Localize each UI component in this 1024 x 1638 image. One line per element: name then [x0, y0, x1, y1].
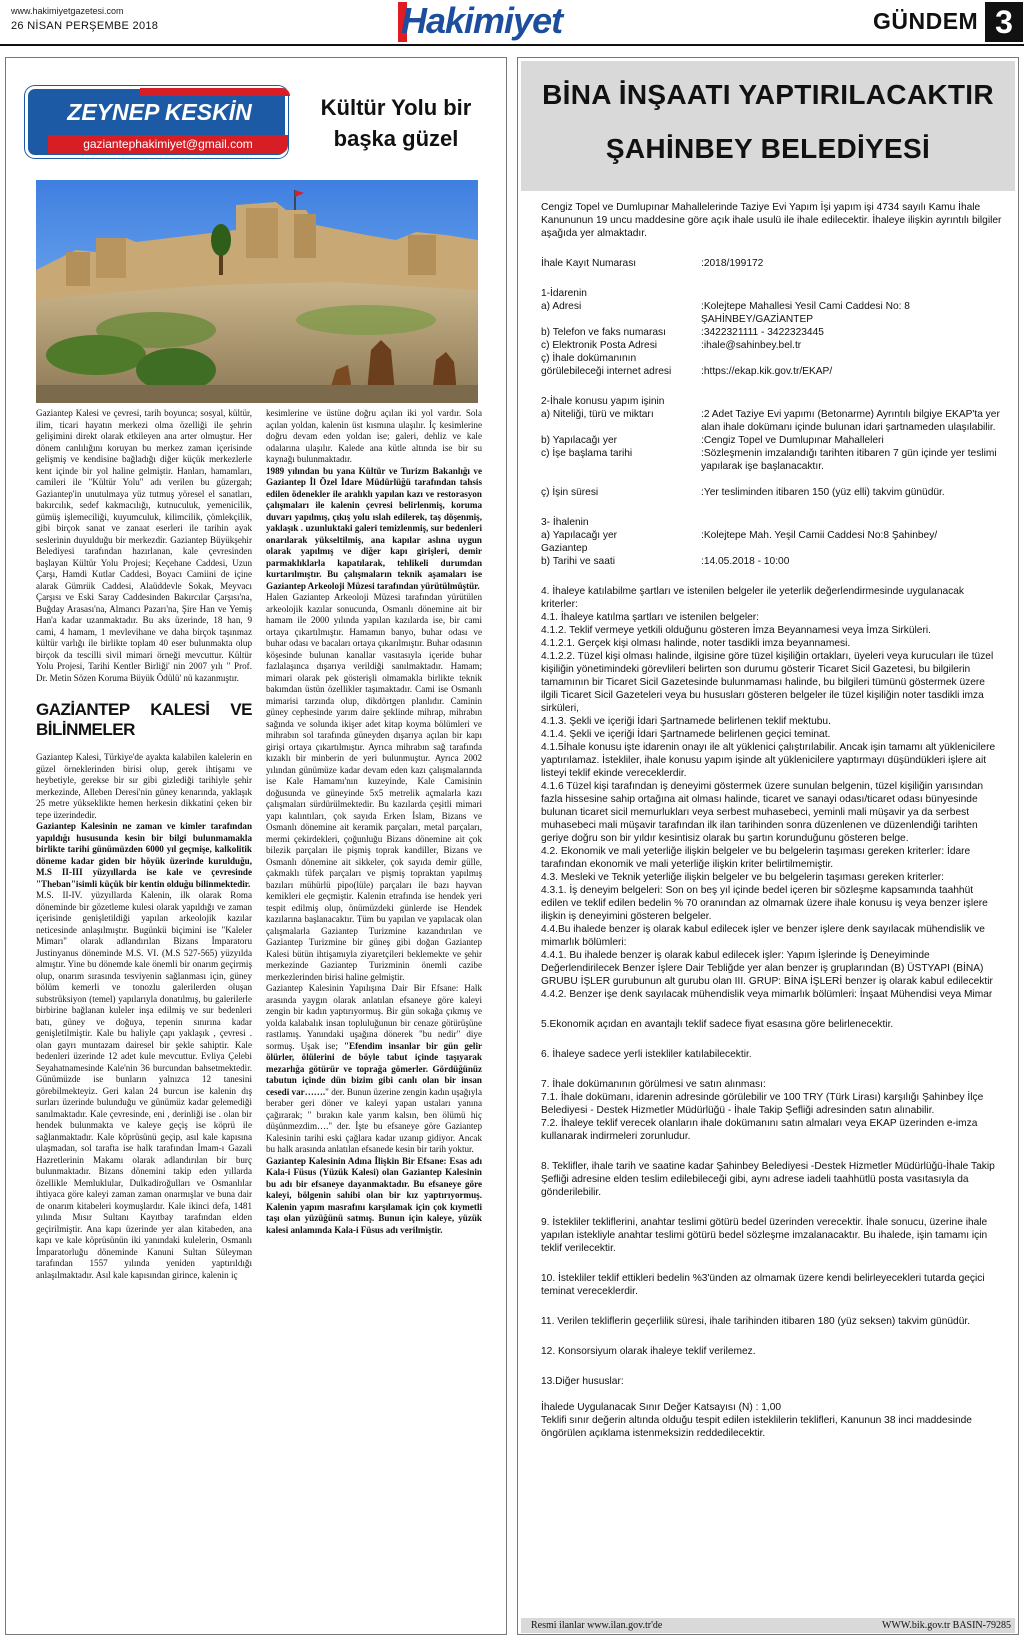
paragraph: kesimlerine ve üstüne doğru açılan iki yol vardır. Sola açılan yoldan, kalenin üst kısmına ulaşılır. İç kesimlerine doğru devam eden yoldan ise; galeri, dehliz ve kale odalarına ulaşılır. Kalede ana kütle altında ise bir su kaynağı bulunmaktadır.	[266, 408, 482, 464]
ad-heading-line2: ŞAHİNBEY BELEDİYESİ	[605, 133, 931, 164]
ad-paragraph: 4.4.1. Bu ihalede benzer iş olarak kabul edilecek işler: Yapım İşlerinde İş Deneyiminde Değerlendirilecek Benzer İşlere Dair Tebliğde yer alan benzer iş gruplarından (B) ÜSTYAPI (BİNA) GRUBU İŞLER gurubunun alt gurubu olan III. GRUP: BİNA İŞLERİ benzer iş olarak kabul edilecektir	[541, 950, 993, 987]
opinion-column	[5, 57, 507, 1635]
ad-row	[541, 365, 1003, 378]
ad-paragraph: 4.2. Ekonomik ve mali yeterliğe ilişkin belgeler ve bu belgelerin taşıması gereken kriterler: İdare tarafından ekonomik ve mali yeterliğe ilişkin kriter belirtilmemiştir.	[541, 846, 971, 870]
ad-row	[541, 408, 1003, 434]
ad-row	[541, 352, 1003, 365]
ad-paragraph: 5.Ekonomik açıdan en avantajlı teklif sadece fiyat esasına göre belirlenecektir.	[541, 1019, 894, 1030]
ad-paragraph: 4.4.2. Benzer işe denk sayılacak mühendislik veya mimarlık bölümleri: İnşaat Mühendisi veya Mimar	[541, 989, 993, 1000]
paragraph: Gaziantep Kalesi, Türkiye'de ayakta kalabilen kalelerin en güzel örneklerinden birisi olup, gerek ihtişamı ve heybetiyle, gerekse bir sır gibi gizlediği tarihiyle şehir merkezinde, Alleben Deresi'nin güney kenarında, yaklaşık 25 metre yükseklikte hemen herkesin dikkatini çeken bir tepe üzerindedir.	[36, 752, 252, 820]
logo-text: Hakimiyet	[401, 0, 563, 41]
ad-key: ç) İşin süresi	[541, 487, 599, 498]
bold-text: Gaziantep Kalesinin Adına İlişkin Bir Efsane: Esas adı Kala-i Füsus (Yüzük Kalesi) olan Gaziantep Kalesinin bu adı bir efsaneye dayanmaktadır. Bu efsaneye göre kaleyi, bölgenin sahibi olan bir kız yaptırıyormuş. Kalenin yapım masrafını karşılamak için çok kıymetli taşı olan yüzüğünü satmış. Bunun için kaleye, yüzük kalesi anlamında Kala-i Füsus adı verilmiştir.	[266, 1155, 482, 1235]
ad-value: :Yer tesliminden itibaren 150 (yüz elli) takvim günüdür.	[701, 487, 945, 498]
ad-key: c) İşe başlama tarihi	[541, 448, 633, 459]
ad-paragraph: 4.4.Bu ihalede benzer iş olarak kabul edilecek işler ve benzer işlere denk sayılacak mühendislik ve mimarlık bölümleri:	[541, 924, 985, 948]
paragraph: M.S. II-IV. yüzyıllarda Kalenin, ilk olarak Roma döneminde bir gözetleme kulesi olarak yapıldığı ve zaman içerisinde genişletildiği yapılan arkeolojik kazılar neticesinde anlaşılmıştır. Bugünkü biçimini ise "Kaleler Mimarı" olarak adlandırılan Bizans İmparatoru Justinyanus döneminde M.S. VI. (M.S 527-565) yüzyılda almıştır. Yine bu dönemde kale önemli bir onarım geçirmiş olup, onarım sırasında tesviyenin sağlanması için, güney bölüm kemerli ve tonozlu galerilerden oluşan substrüksiyon (temel) yapılarıyla donatılmış, bu galerilerle birbirine bağlanan kuleler inşa edilmiş ve sur bedenleri batı, güney ve doğuya, tepenin sınırına kadar genişletilmiştir. Kale bu haliyle çapı yaklaşık , çevresi . olan gayrı muntazam dairesel bir şekle sahiptir. Kale bedenleri üzerinde 12 adet kule mevcuttur. Evliya Çelebi Seyahatnamesinde Kale'nin 36 burcundan bahsetmektedir. Günümüzde ise bunların yalnızca 12 tanesini görebilmekteyiz. Geri kalan 24 burcun ise kalenin dış surları üzerinde bulunduğu ve günümüz kadar gelemediği sanılmaktadır. Kale çevresinde, eni , derinliği ise . olan bir hendek bulunmakta ve kaleye geçiş ise köprü ile sağlanmaktadır. Kale köprüsünü geçip, asıl kale kapısına ulaşmadan, sol tarafta ise halk tarafından İmam-ı Gazali Hazretlerinin Makamı olarak adlandırılan bir burç bulunmaktadır. Bizans dönemini takip eden yıllarda özellikle Memluklular, Dulkadiroğulları ve Osmanlılar ihtiyaca göre kaleyi zaman zaman onarmışlar ve buna dair de onarım kitabeleri koymuşlardır. Kale ikinci defa, 1481 yılında Mısır Sultanı Kayıtbay tarafından elden geçirilmiştir. Ana kapı üzerinde yer alan kitabeden, ana kapı ve kale köprüsünün iki yanındaki kulelerin, Osmanlı İmparatorluğu döneminde Kanuni Sultan Süleyman tarafından 1557 yılında yeniden yaptırıldığı anlaşılmaktadır. Asıl kale kapısından girince, kalenin iç	[36, 890, 252, 1280]
column-text-left	[36, 408, 252, 1281]
newspaper-logo[interactable]	[398, 2, 582, 42]
text-run: Gaziantep Kalesinin Yapılışına Dair Bir Efsane: Halk arasında yaygın olarak anlatılan efsaneye göre kaleyi zengin bir kadın yaptırıyormuş. Bir gün sokağa çıkmış ve yolda kalabalık insan topluluğunun bir cenaze götürüşüne rastlamış. Yanındaki uşağına dönerek "bu nedir" diye sormuş. Uşak ise;	[266, 983, 482, 1051]
ad-key: b) Telefon ve faks numarası	[541, 327, 666, 338]
ad-paragraph: 4.1.2. Teklif vermeye yetkili olduğunu gösteren İmza Beyannamesi veya İmza Sirküleri.	[541, 625, 931, 636]
footer-official-ads-link[interactable]: Resmi ilanlar www.ilan.gov.tr'de	[531, 1620, 663, 1631]
footer-bik-reference[interactable]: WWW.bik.gov.tr BASIN-79285	[882, 1620, 1011, 1631]
ad-body	[541, 201, 1003, 1440]
ad-paragraph: 6. İhaleye sadece yerli istekliler katılabilecektir.	[541, 1049, 752, 1060]
ad-paragraph: 4.3. Mesleki ve Teknik yeterliğe ilişkin belgeler ve bu belgelerin taşıması gereken kriterler:	[541, 872, 944, 883]
ad-key: c) Elektronik Posta Adresi	[541, 340, 658, 351]
issue-date: 26 NİSAN PERŞEMBE 2018	[11, 20, 159, 32]
ad-row	[541, 486, 1003, 499]
castle-photo	[36, 180, 478, 403]
column-title-line1: Kültür Yolu bir	[320, 95, 472, 120]
author-box	[25, 86, 288, 158]
ad-row	[541, 339, 1003, 352]
masthead	[0, 0, 1024, 46]
ad-row	[541, 257, 1003, 270]
ad-paragraph: 7.2. İhaleye teklif verecek olanların ihale dokümanını satın almaları veya EKAP üzerinden e-imza kullanarak indirmeleri zorunludur.	[541, 1118, 978, 1142]
ad-paragraph: 4.1. İhaleye katılma şartları ve istenilen belgeler:	[541, 612, 760, 623]
paragraph-bold	[266, 466, 482, 593]
column-title-line2: başka güzel	[333, 126, 459, 151]
ad-footer	[521, 1618, 1015, 1633]
paragraph	[266, 983, 482, 1156]
ad-paragraph: 4.1.2.2. Tüzel kişi olması halinde, ilgisine göre tüzel kişiliğin ortakları, üyeleri veya kurucuları ile tüzel kişiliğin yönetimindeki görevlileri belirten son durumu gösterir Ticaret Sicil Gazetesi, bu bilgilerin tamamının bir Ticaret Sicil Gazetesinde bulunmaması halinde, bu bilgileri tümünü göstermek üzere ilgili Ticaret Sicil Gazeteleri veya bu hususları gösteren belgeler ile tüzel kişiliğin noter tasdikli imza sirküleri,	[541, 651, 994, 714]
paragraph: Gaziantep Kalesi ve çevresi, tarih boyunca; sosyal, kültür, ilim, ticari hayatın merkezi olma özelliği ile şehrin gelişimini direkt olarak etkileyen ana arter olmuştur. Her dönem canlılığını koruyan bu merkez zaman içerisinde gelişmiş ve kendisine bağladığı diğer küçük merkezlerle kent içinde bir yol haline gelmiştir. Hanları, hamamları, camileri ile "Kültür Yolu" adı verilen bu güzergah; Gaziantep'in unutulmaya yüz tutmuş yöresel el sanatları, bakırcılık, sedef kakmacılığı, kutnuculuk, yemenicilik, gümüş işlemeciliği, kuyumculuk, kilimcilik, çömlekçilik, gibi birçok sanat ve zanaat eserleri ile tarihin ayak seslerinin duyulduğu bir merkezdir. Gaziantep Büyükşehir Belediyesi tarafından hazırlanan, kale çevresinden başlayan Kültür Yolu Projesi; Keçehane Caddesi, Uzun Çarşı, Hamdi Kutlar Caddesi, Boyacı Camiini de içine alarak Gümrük Caddesi, Alaüddevle Sokak, Meyvacı Çarşısı ve Eski Saray Caddesinden Bakırcılar Çarşısı'na, Buğday Arasası'na, Almancı Pazarı'na, Şire Han ve Yemiş Han'a kadar uzanmaktadır. Bu aks üzerinde, 18 han, 9 cami, 4 hamam, 1 mevlevihane ve daha birçok taşınmaz kültür varlığı ile birlikte toplam 40 eser bulunmakta olup birçok da tescilli sivil mimari örneği mevcuttur. Kültür Yolu Projesi, Tarihi Kentler Birliği' nin 2007 yılı " Prof. Dr. Metin Sözen Koruma Büyük Ödülü' nü kazanmıştır.	[36, 408, 252, 683]
text-run: " der. Bunun üzerine zengin kadın uşağıyla beraber geri döner ve kaleyi yapan ustaları yanına çağırarak; " bırakın kale yarım kalsın, ben ölümü hiç düşünmezdim…." der. İşte bu efsaneye göre Gaziantep Kalesinin tarihi eski çağlara kadar uzanıp gidiyor. Ancak bu halk arasında anlatılan efsanede kesin bir tarih yoktur.	[266, 1086, 482, 1154]
page-number: 3	[985, 2, 1023, 42]
ad-row	[541, 529, 1003, 542]
ad-paragraph: 4.1.3. Şekli ve içeriği İdari Şartnamede belirlenen teklif mektubu.	[541, 716, 831, 727]
ad-heading-line1: BİNA İNŞAATI YAPTIRILACAKTIR	[542, 79, 994, 110]
ad-paragraph: 4.1.4. Şekli ve içeriği İdari Şartnamede belirlenen geçici teminat.	[541, 729, 831, 740]
ad-value: :Cengiz Topel ve Dumlupınar Mahalleleri	[701, 435, 884, 446]
ad-key: İhale Kayıt Numarası	[541, 258, 637, 269]
author-box-accent	[140, 88, 290, 96]
ad-key: a) Adresi	[541, 301, 582, 312]
ad-section-title: 1-İdarenin	[541, 288, 587, 299]
ad-value: :Sözleşmenin imzalandığı tarihten itibaren 7 gün içinde yer teslimi yapılarak işe başlanacaktır.	[701, 448, 997, 472]
ad-paragraph: İhalede Uygulanacak Sınır Değer Katsayısı (N) : 1,00	[541, 1402, 782, 1413]
column-text-right	[266, 408, 482, 1236]
ad-value-email[interactable]: :ihale@sahinbey.bel.tr	[701, 340, 802, 351]
ad-key: Gaziantep	[541, 543, 588, 554]
ad-row	[541, 447, 1003, 473]
ad-value: :2 Adet Taziye Evi yapımı (Betonarme) Ayrıntılı bilgiye EKAP'ta yer alan ihale dokümanı içinde bulunan idari şartnameden ulaşılabilir.	[701, 409, 1000, 433]
ad-value: :3422321111 - 3422323445	[701, 327, 824, 338]
ad-key: a) Yapılacağı yer	[541, 530, 618, 541]
author-email[interactable]: gaziantephakimiyet@gmail.com	[48, 135, 288, 154]
ad-paragraph: 13.Diğer hususlar:	[541, 1376, 624, 1387]
ad-paragraph: 12. Konsorsiyum olarak ihaleye teklif verilemez.	[541, 1346, 756, 1357]
ad-key: b) Tarihi ve saati	[541, 556, 615, 567]
paragraph-bold	[266, 1156, 482, 1237]
ad-key: b) Yapılacağı yer	[541, 435, 618, 446]
bold-text: 1989 yılından bu yana Kültür ve Turizm Bakanlığı ve Gaziantep İl Özel İdare Müdürlüğü tarafından tahsis edilen ödenekler ile aralıklı yapılan kazı ve restorasyon çalışmaları ile kalenin çevresi belirlenmiş, koruma duvarı yapılmış, çıkış yolu ıslah edilerek, taş döşenmiş, yaklaşık . uzunluktaki galeri temizlenmiş, sur bedenleri onarılarak yükseltilmiş, ana kapılar aslına uygun olarak yapılmış ve diğer kapı girişleri, demir parmaklıklarla kapatılarak, tehlikeli durumdan kurtarılmıştır. Bu çalışmaların teknik aşamaları ise Gaziantep Arkeoloji Müzesi tarafından yürütülmüştür.	[266, 465, 482, 591]
ad-section-title: 2-İhale konusu yapım işinin	[541, 396, 665, 407]
ad-header	[521, 61, 1015, 191]
site-url[interactable]: www.hakimiyetgazetesi.com	[11, 6, 124, 16]
ad-key: a) Niteliği, türü ve miktarı	[541, 409, 654, 420]
ad-key: ç) İhale dokümanının	[541, 353, 637, 364]
ad-paragraph: 10. İstekliler teklif ettikleri bedelin %3'ünden az olmamak üzere kendi belirleyecekleri tutarda geçici teminat vereceklerdir.	[541, 1273, 985, 1297]
castle-illustration	[36, 180, 478, 403]
ad-row	[541, 326, 1003, 339]
ad-value-link[interactable]: :https://ekap.kik.gov.tr/EKAP/	[701, 366, 833, 377]
ad-key: görülebileceği internet adresi	[541, 366, 672, 377]
ad-value: :Kolejtepe Mahallesi Yesil Cami Caddesi No: 8 ŞAHİNBEY/GAZİANTEP	[701, 301, 910, 325]
ad-intro: Cengiz Topel ve Dumlupınar Mahallelerinde Taziye Evi Yapım İşi yapım işi 4734 sayılı Kamu İhale Kanununun 19 uncu maddesine göre açık ihale usulü ile ihale edilecektir. İhaleye ilişkin ayrıntılı bilgiler aşağıda yer almaktadır.	[541, 202, 1002, 239]
ad-paragraph: Teklifi sınır değerin altında olduğu tespit edilen isteklilerin teklifleri, Kanunun 38 inci maddesinde öngörülen açıklama istenmeksizin reddedilecektir.	[541, 1415, 972, 1439]
masthead-rule	[0, 44, 1024, 46]
section-name: GÜNDEM	[873, 8, 979, 34]
ad-row	[541, 300, 1003, 326]
paragraph: Halen Gaziantep Arkeoloji Müzesi tarafından yürütülen arkeolojik kazılar sonucunda, Osmanlı dönemine ait bir hamam ile 2000 yılında yapılan kazılarda ise, bir cami ortaya çıkartılmıştır. Hamamın banyo, buhar odası ve buhar odası ve bacaları ortaya çıkarılmıştır. Buhar odasının köşesinde bulunan kanallar vasıtasıyla içeride buhar fazlalaşınca dışarıya verildiği sanılmaktadır. Hamam; mimari olarak pek gösterişli olmamakla birlikte teknik bakımdan üstün özellikler taşımaktadır. Cami ise Osmanlı mimarisi tarzında olup, dikdörtgen planlıdır. Caminin güney cephesinde yarım daire şeklinde mihrap, mihrabın sağında ve solunda ikişer adet kitap koyma bölümleri ve mihrabın sol tarafında güneyden dışarıya açılan bir kapı girişi ortaya çıkartılmıştır. Ayrıca mihrabın sağ tarafında kızaklı bir minberin de yeri bulunmuştur. Ayrıca 2002 yılından günümüze kadar devam eden kazı çalışmalarında ise Kale Hamamı'nın kuzeyinde, Kale Camisinin doğusunda ve güneyinde 5x5 metrelik açmalarla kazı çalışmaları sürdürülmektedir. Bu kazılarda çeşitli mimari yapı kalıntıları, çok sayıda Erken İslam, Bizans ve Osmanlı dönemine ait keramik parçaları, metal parçaları, mermi çekirdekleri, çoğunluğu Bizans dönemine ait çok bilezik parçaları ile pişmiş toprak kandiller, Bizans ve Osmanlı dönemine ait sikkeler, çok sayıda demir gülle, çakmaklı tüfek parçaları ve pişmiş topraktan yapılmış bazıları mühürlü pipo(lüle) parçaları ile bazı hayvan kemikleri ele geçmiştir. Kalenin etrafında ise hendek yeri tespit edilmiş olup, önümüzdeki günlerde ise Hendek kazılarına başlanacaktır. Tüm bu yapılan ve yapılacak olan çalışmalarla Gaziantep Turizmine kazandırılan ve Gaziantep Turizmine bir güneş gibi doğan Gaziantep Kalesi bütün ihtişamıyla ziyaretçileri beklemekte ve şehir merkezinde Gaziantep Turizminin önemli cazibe merkezlerinden birisi haline gelmiştir.	[266, 592, 482, 982]
ad-paragraph: 4.3.1. İş deneyim belgeleri: Son on beş yıl içinde bedel içeren bir sözleşme kapsamında taahhüt edilen ve teklif edilen bedelin % 70 oranından az olmamak üzere ihale konusu iş veya benzer işlere ilişkin iş deneyimini gösteren belgeler.	[541, 885, 988, 922]
author-name: ZEYNEP KESKİN	[67, 99, 252, 125]
ad-value: :2018/199172	[701, 258, 764, 269]
ad-paragraph: 8. Teklifler, ihale tarih ve saatine kadar Şahinbey Belediyesi -Destek Hizmetler Müdürlüğü-İhale Takip Şefliği adresine elden teslim edilebileceği gibi, aynı adrese iadeli taahhütlü posta vasıtasıyla da gönderilebilir.	[541, 1161, 995, 1198]
ad-paragraph: 4. İhaleye katılabilme şartları ve istenilen belgeler ile yeterlik değerlendirmesinde uygulanacak kriterler:	[541, 586, 965, 610]
ad-paragraph: 4.1.5İhale konusu işte idarenin onayı ile alt yüklenici çalıştırılabilir. Ancak işin tamamı alt yüklenicilere yaptırılamaz. İstekliler, ihale konusu yapım işinde alt yüklenicilere yaptırmayı düşündükleri işlere ait listeyi teklif ekinde vereceklerdir.	[541, 742, 996, 779]
paragraph-bold	[36, 821, 252, 890]
ad-row	[541, 434, 1003, 447]
ad-paragraph: 4.1.2.1. Gerçek kişi olması halinde, noter tasdikli imza beyannamesi.	[541, 638, 851, 649]
subheading: GAZİANTEP KALESİ VE BİLİNMELER	[36, 700, 252, 739]
ad-paragraph: 7.1. İhale dokümanı, idarenin adresinde görülebilir ve 100 TRY (Türk Lirası) karşılığı Şahinbey İlçe Belediyesi - Destek Hizmetler Müdürlüğü - İhale Takip Şefliği adresinden satın alınabilir.	[541, 1092, 984, 1116]
ad-paragraph: 7. İhale dokümanının görülmesi ve satın alınması:	[541, 1079, 766, 1090]
bold-text: Gaziantep Kalesinin ne zaman ve kimler tarafından yapıldığı hususunda kesin bir bilgi bulunmamakla birlikte tarihi günümüzden 6000 yıl geçmişe, kalkolitik döneme kadar giden bir höyük üzerinde kurulduğu, M.S II-III yüzyıllarda ise kale ve çevresinde "Theban"isimli küçük bir kentin olduğu bilinmektedir.	[36, 821, 252, 889]
ad-section-title: 3- İhalenin	[541, 517, 589, 528]
column-title	[296, 92, 496, 154]
ad-paragraph: 4.1.6 Tüzel kişi tarafından iş deneyimi göstermek üzere sunulan belgenin, tüzel kişiliğin yarısından fazla hissesine sahip ortağına ait olması halinde, ticaret ve sanayi odası/ticaret odası bünyesinde bulunan ticaret sicil memurlukları veya serbest muhasebeci, yeminli mali müşavir ya da serbest muhasebeci mali müşavir tarafından ilk ilan tarihinden sonra düzenlenen ve düzenlendiği tarihten geriye doğru son bir yıldır kesintisiz olarak bu şartın korunduğunu gösteren belge.	[541, 781, 984, 844]
ad-row	[541, 555, 1003, 568]
ad-paragraph: 9. İstekliler tekliflerini, anahtar teslimi götürü bedel üzerinden verecektir. İhale sonucu, üzerine ihale yapılan istekliyle anahtar teslimi götürü bedel sözleşme imzalanacaktır. Bu ihalede, işin tamamı için teklif verilecektir.	[541, 1217, 988, 1254]
tender-advertisement	[517, 57, 1019, 1635]
ad-value: :Kolejtepe Mah. Yeşil Camii Caddesi No:8 Şahinbey/	[701, 530, 938, 541]
ad-value: :14.05.2018 - 10:00	[701, 556, 790, 567]
ad-paragraph: 11. Verilen tekliflerin geçerlilik süresi, ihale tarihinden itibaren 180 (yüz seksen) takvim günüdür.	[541, 1316, 971, 1327]
bold-text: "Efendim insanlar bir gün gelir ölürler, ölülerini de böyle tabut içinde taşıyarak mezarlığa götürür ve toprağa gömerler. Gördüğünüz tabutun içinde dün bizim gibi canlı olan bir insan cesedi var…….	[266, 1040, 483, 1097]
